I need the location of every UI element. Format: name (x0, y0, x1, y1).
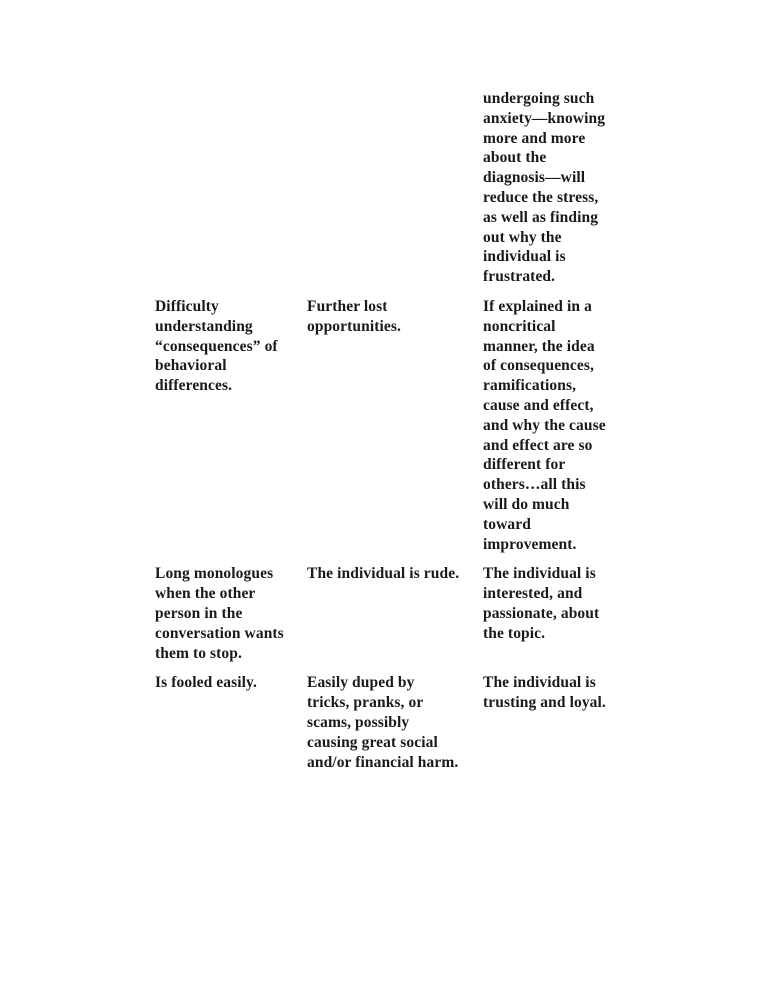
table-cell-interpretation: The individual is interested, and passionate, about the topic. (483, 565, 600, 642)
table-row (155, 297, 625, 554)
table-row (155, 89, 625, 287)
table-cell-interpretation: The individual is trusting and loyal. (483, 674, 606, 712)
table-cell-perception: Further lost opportunities. (307, 297, 401, 335)
table-cell-behavior: Is fooled easily. (155, 674, 258, 692)
table-cell-perception: Easily duped by tricks, pranks, or scams, possibly causing great social and/or financial harm. (307, 674, 459, 771)
table-cell-behavior: Difficulty understanding “consequences” of behavioral differences. (155, 297, 278, 395)
table-cell-perception: The individual is rude. (307, 565, 460, 583)
table-cell-interpretation: If explained in a noncritical manner, the idea of consequences, ramifications, cause and effect, and why the cause and effect are so different for others…all this will do much toward improvement. (483, 297, 606, 553)
behavior-table (155, 89, 625, 772)
table-cell-interpretation: undergoing such anxiety—knowing more and more about the diagnosis—will reduce the stress, as well as finding out why the individual is frustrated. (483, 90, 606, 286)
table-row (155, 564, 625, 663)
table-cell-behavior: Long monologues when the other person in the conversation wants them to stop. (155, 565, 284, 662)
table-row (155, 673, 625, 772)
